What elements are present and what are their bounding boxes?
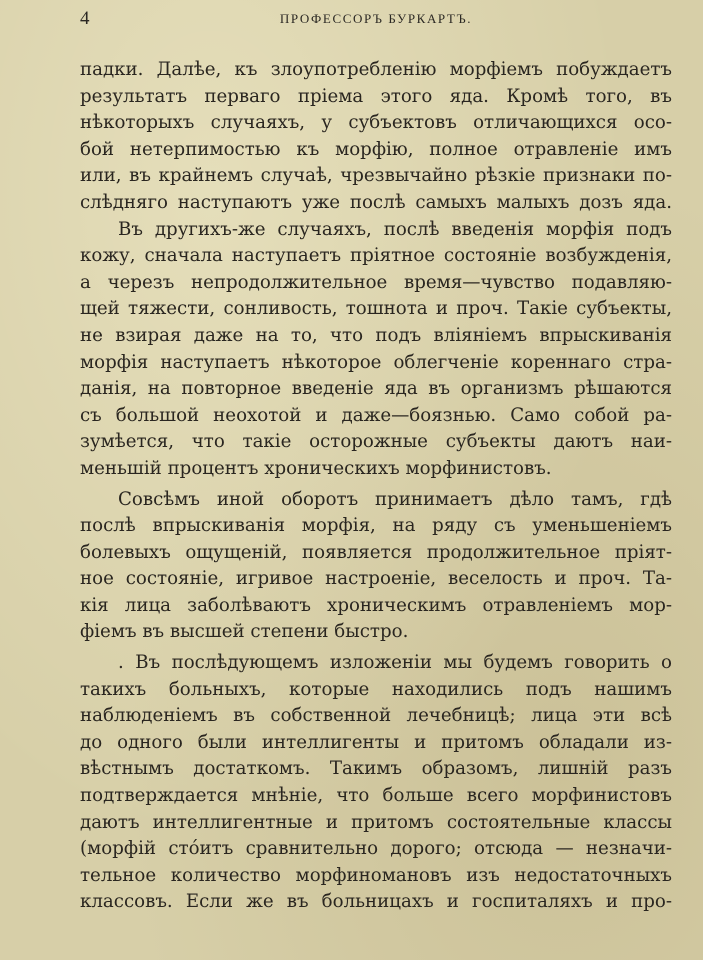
text-line: меньшій процентъ хроническихъ морфинистовъ. [80, 457, 552, 479]
text-line: до одного были интеллигенты и притомъ обладали из- [80, 731, 672, 753]
text-line: Совсѣмъ иной оборотъ принимаетъ дѣло тамъ, гдѣ [118, 488, 672, 510]
text-line: такихъ больныхъ, которые находились подъ нашимъ [80, 678, 672, 700]
text-line: а черезъ непродолжительное время—чувство подавляю- [80, 271, 672, 293]
text-line: (морфій стóитъ сравнительно дорого; отсюда — незначи- [80, 838, 672, 860]
text-line: или, въ крайнемъ случаѣ, чрезвычайно рѣзкіе признаки по- [80, 165, 672, 187]
text-line: результатъ перваго пріема этого яда. Кромѣ того, въ [80, 85, 672, 107]
text-line: . Въ послѣдующемъ изложеніи мы будемъ говорить о [118, 652, 672, 674]
text-line: щей тяжести, сонливость, тошнота и проч. Такіе субъекты, [80, 298, 672, 320]
text-line: кожу, сначала наступаетъ пріятное состояніе возбужденія, [80, 245, 672, 267]
text-line: даютъ интеллигентные и притомъ состоятельные классы [80, 811, 672, 833]
text-line: болевыхъ ощущеній, появляется продолжительное пріят- [80, 541, 672, 563]
text-line: фіемъ въ высшей степени быстро. [80, 621, 409, 643]
text-line: зумѣется, что такіе осторожные субъекты даютъ наи- [80, 431, 672, 453]
running-header [80, 8, 672, 32]
running-title: ПРОФЕССОРЪ БУРКАРТЪ. [279, 11, 473, 26]
body-text [80, 57, 672, 916]
text-line: классовъ. Если же въ больницахъ и госпиталяхъ и про- [80, 891, 672, 913]
text-line: данія, на повторное введеніе яда въ организмъ рѣшаются [80, 378, 672, 400]
text-line: морфія наступаетъ нѣкоторое облегченіе кореннаго стра- [80, 351, 672, 373]
text-line: кія лица заболѣваютъ хроническимъ отравленіемъ мор- [80, 594, 672, 616]
text-line: слѣдняго наступаютъ уже послѣ самыхъ малыхъ дозъ яда. [80, 191, 672, 213]
text-line: подтверждается мнѣніе, что больше всего морфинистовъ [80, 785, 672, 807]
text-line: съ большой неохотой и даже—боязнью. Само собой ра- [80, 404, 672, 426]
text-line: падки. Далѣе, къ злоупотребленію морфіемъ побуждаетъ [80, 59, 672, 80]
text-line: тельное количество морфиномановъ изъ недостаточныхъ [80, 864, 672, 886]
text-line: бой нетерпимостью къ морфію, полное отравленіе имъ [80, 138, 672, 160]
text-line: наблюденіемъ въ собственной лечебницѣ; лица эти всѣ [80, 705, 672, 727]
text-line: вѣстнымъ достаткомъ. Такимъ образомъ, лишній разъ [80, 758, 672, 780]
text-line: не взирая даже на то, что подъ вліяніемъ впрыскиванія [80, 324, 672, 346]
text-line: нѣкоторыхъ случаяхъ, у субъектовъ отличающихся осо- [80, 112, 672, 134]
text-line: Въ другихъ-же случаяхъ, послѣ введенія морфія подъ [118, 218, 672, 240]
page-number: 4 [80, 8, 90, 29]
text-line: ное состояніе, игривое настроеніе, веселость и проч. Та- [80, 568, 672, 590]
text-line: послѣ впрыскиванія морфія, на ряду съ уменьшеніемъ [80, 515, 672, 537]
